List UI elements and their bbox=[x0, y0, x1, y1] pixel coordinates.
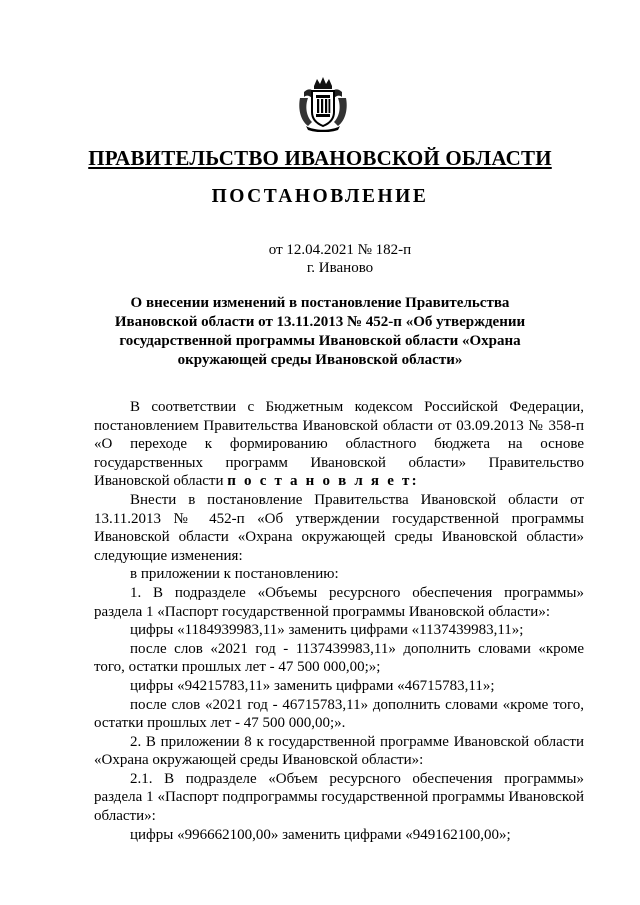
body-paragraph: 2.1. В подразделе «Объем ресурсного обеспечения программы» раздела 1 «Паспорт подпрограммы государственной программы Ивановской области»: bbox=[94, 770, 584, 825]
document-type-heading: ПОСТАНОВЛЕНИЕ bbox=[211, 186, 429, 207]
body-paragraph: цифры «996662100,00» заменить цифрами «949162100,00»; bbox=[130, 826, 511, 843]
body-paragraph: после слов «2021 год - 46715783,11» дополнить словами «кроме того, остатки прошлых лет - 47 500 000,00;». bbox=[94, 696, 584, 732]
resolves-word: п о с т а н о в л я е т: bbox=[227, 473, 419, 490]
government-title: ПРАВИТЕЛЬСТВО ИВАНОВСКОЙ ОБЛАСТИ bbox=[88, 146, 552, 170]
body-paragraph bbox=[94, 398, 584, 491]
body-paragraph: Внести в постановление Правительства Ивановской области от 13.11.2013 № 452-п «Об утверждении государственной программы Ивановской области «Охрана окружающей среды Ивановской области» следующие изменения: bbox=[94, 491, 584, 564]
body-paragraph: цифры «94215783,11» заменить цифрами «46715783,11»; bbox=[130, 677, 495, 694]
document-subject: О внесении изменений в постановление Правительства Ивановской области от 13.11.2013 № 452-п «Об утверждении государственной программы Ивановской области «Охрана окружающей среды Ивановской области» bbox=[114, 295, 526, 368]
document-body bbox=[94, 398, 584, 844]
body-paragraph: после слов «2021 год - 1137439983,11» дополнить словами «кроме того, остатки прошлых лет - 47 500 000,00;»; bbox=[94, 640, 584, 676]
coat-of-arms-emblem-icon bbox=[296, 76, 350, 132]
body-paragraph: цифры «1184939983,11» заменить цифрами «1137439983,11»; bbox=[130, 622, 524, 639]
paragraph-text: В соответствии с Бюджетным кодексом Российской Федерации, постановлением Правительства Ивановской области от 03.09.2013 № 358-п «О переходе к формированию областного бюджета на основе государственных программ Ивановской области» Правительство Ивановской области bbox=[94, 399, 584, 490]
body-paragraph: в приложении к постановлению: bbox=[130, 566, 339, 583]
city-line: г. Иваново bbox=[306, 260, 374, 276]
body-paragraph: 2. В приложении 8 к государственной программе Ивановской области «Охрана окружающей среды Ивановской области»: bbox=[94, 733, 584, 769]
date-number-line: от 12.04.2021 № 182-п bbox=[268, 242, 412, 258]
body-paragraph: 1. В подразделе «Объемы ресурсного обеспечения программы» раздела 1 «Паспорт государственной программы Ивановской области»: bbox=[94, 584, 584, 620]
